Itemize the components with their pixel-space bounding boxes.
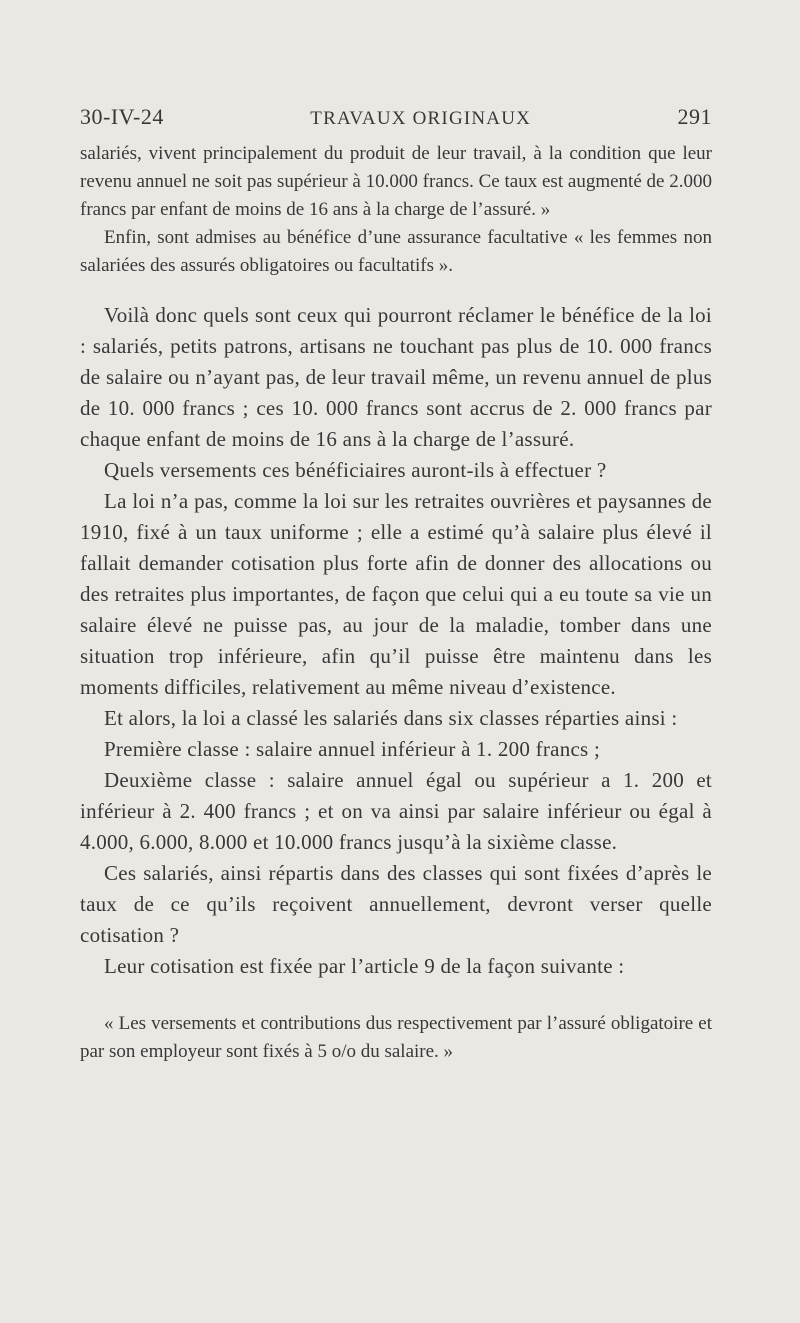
paragraph: Voilà donc quels sont ceux qui pourront réclamer le bénéfice de la loi : salariés, petits patrons, artisans ne touchant pas plus de 10. 000 francs de salaire ou n’ayant pas, de leur travail même, un revenu annuel de plus de 10. 000 francs ; ces 10. 000 francs sont accrus de 2. 000 francs par chaque enfant de moins de 16 ans à la charge de l’assuré. — [80, 303, 712, 451]
paragraph: La loi n’a pas, comme la loi sur les retraites ouvrières et paysannes de 1910, fixé à un taux uniforme ; elle a estimé qu’à salaire plus élevé il fallait demander cotisation plus forte afin de donner des allocations ou des retraites plus importantes, de façon que celui qui a eu toute sa vie un salaire élevé ne puisse pas, au jour de la maladie, tomber dans une situation trop inférieure, afin qu’il puisse être maintenu dans les moments difficiles, relativement au même niveau d’existence. — [80, 489, 712, 699]
page-header — [80, 104, 712, 134]
paragraph: Première classe : salaire annuel inférieur à 1. 200 francs ; — [104, 737, 601, 761]
paragraph: salariés, vivent principalement du produit de leur travail, à la condition que leur revenu annuel ne soit pas supérieur à 10.000 francs. Ce taux est augmenté de 2.000 francs par enfant de moins de 16 ans à la charge de l’assuré. » — [80, 143, 712, 220]
header-date: 30-IV-24 — [80, 104, 164, 129]
page-number: 291 — [677, 104, 712, 129]
paragraph: Leur cotisation est fixée par l’article 9 de la façon suivante : — [104, 954, 625, 978]
paragraph: Et alors, la loi a classé les salariés dans six classes réparties ainsi : — [104, 706, 678, 730]
paragraph: Deuxième classe : salaire annuel égal ou supérieur a 1. 200 et inférieur à 2. 400 francs ; et on va ainsi par salaire inférieur ou égal à 4.000, 6.000, 8.000 et 10.000 francs jusqu’à la sixième classe. — [80, 768, 712, 854]
header-title: TRAVAUX ORIGINAUX — [310, 108, 532, 129]
paragraph: Enfin, sont admises au bénéfice d’une assurance facultative « les femmes non salariées des assurés obligatoires ou facultatifs ». — [80, 227, 712, 276]
paragraph: Quels versements ces bénéficiaires auront-ils à effectuer ? — [104, 458, 607, 482]
paragraph: Ces salariés, ainsi répartis dans des classes qui sont fixées d’après le taux de ce qu’ils reçoivent annuellement, devront verser quelle cotisation ? — [80, 861, 712, 947]
quotation: « Les versements et contributions dus respectivement par l’assuré obligatoire et par son employeur sont fixés à 5 o/o du salaire. » — [80, 1013, 712, 1062]
page-body — [80, 140, 712, 1066]
